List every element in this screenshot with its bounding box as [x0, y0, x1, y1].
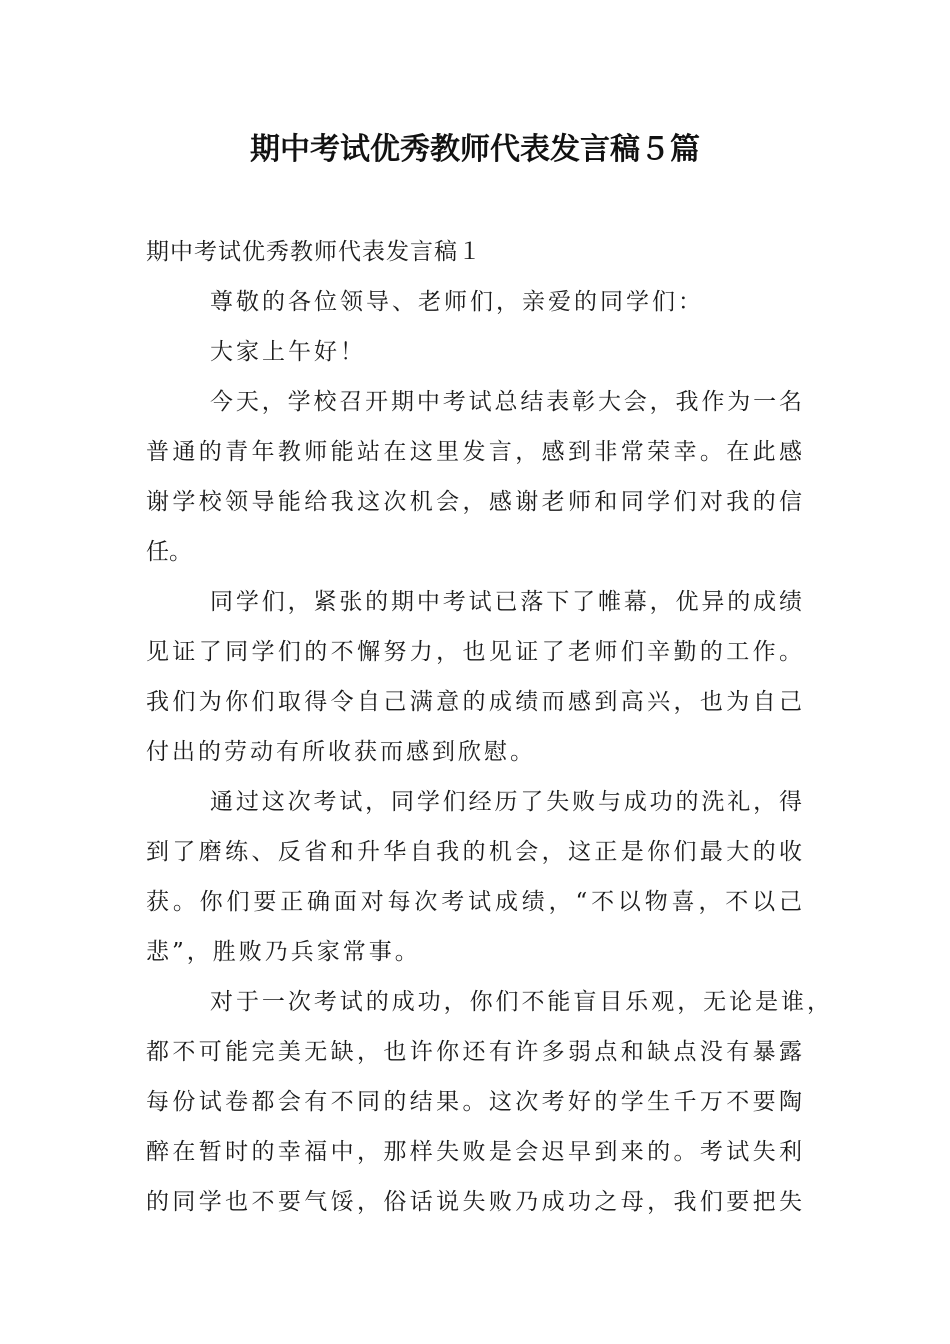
paragraph-line: 付出的劳动有所收获而感到欣慰。 [146, 739, 536, 765]
paragraph-line: 的同学也不要气馁，俗话说失败乃成功之母，我们要把失 [146, 1189, 802, 1215]
paragraph-line: 见证了同学们的不懈努力，也见证了老师们辛勤的工作。 [146, 639, 802, 665]
paragraph-line: 我们为你们取得令自己满意的成绩而感到高兴，也为自己 [146, 689, 802, 715]
paragraph-line: 对于一次考试的成功，你们不能盲目乐观，无论是谁， [210, 989, 830, 1015]
document-title: 期中考试优秀教师代表发言稿５篇 [250, 132, 700, 167]
section-heading: 期中考试优秀教师代表发言稿１ [146, 239, 482, 265]
paragraph-line: 任。 [146, 539, 192, 565]
paragraph-line: 谢学校领导能给我这次机会，感谢老师和同学们对我的信 [146, 489, 802, 515]
greeting-line: 大家上午好！ [210, 339, 366, 365]
salutation-line: 尊敬的各位领导、老师们，亲爱的同学们： [210, 289, 704, 315]
paragraph-line: 悲”，胜败乃兵家常事。 [146, 939, 421, 965]
paragraph-line: 通过这次考试，同学们经历了失败与成功的洗礼，得 [210, 789, 802, 815]
paragraph-line: 今天，学校召开期中考试总结表彰大会，我作为一名 [210, 389, 802, 415]
paragraph-line: 普通的青年教师能站在这里发言，感到非常荣幸。在此感 [146, 439, 802, 465]
paragraph-line: 每份试卷都会有不同的结果。这次考好的学生千万不要陶 [146, 1089, 802, 1115]
paragraph-line: 获。你们要正确面对每次考试成绩，“不以物喜，不以己 [146, 889, 802, 915]
paragraph-line: 都不可能完美无缺，也许你还有许多弱点和缺点没有暴露 [146, 1039, 802, 1065]
paragraph-line: 同学们，紧张的期中考试已落下了帷幕，优异的成绩 [210, 589, 802, 615]
paragraph-line: 到了磨练、反省和升华自我的机会，这正是你们最大的收 [146, 839, 802, 865]
paragraph-line: 醉在暂时的幸福中，那样失败是会迟早到来的。考试失利 [146, 1139, 802, 1165]
